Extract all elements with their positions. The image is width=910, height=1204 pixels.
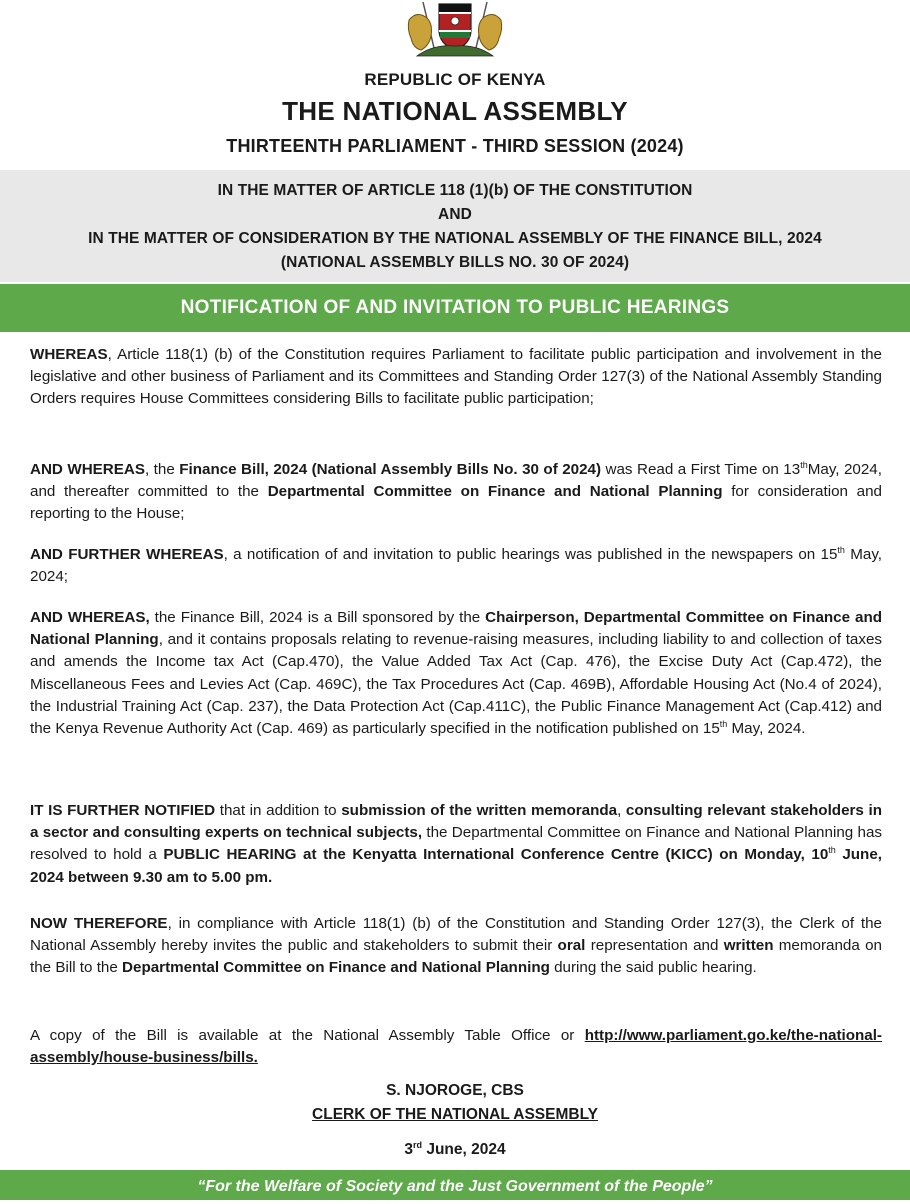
matter-line-article: IN THE MATTER OF ARTICLE 118 (1)(b) OF THE CONSTITUTION: [217, 182, 693, 199]
signatory-title: CLERK OF THE NATIONAL ASSEMBLY: [312, 1106, 598, 1123]
signatory-name: S. NJOROGE, CBS: [386, 1082, 524, 1099]
bills-link[interactable]: http://www.parliament.go.ke/the-national-assembly/house-business/bills.: [30, 1027, 882, 1067]
matter-line-bill: IN THE MATTER OF CONSIDERATION BY THE NATIONAL ASSEMBLY OF THE FINANCE BILL, 2024: [88, 230, 822, 247]
matter-box: [0, 170, 910, 282]
notification-banner: NOTIFICATION OF AND INVITATION TO PUBLIC HEARINGS: [0, 284, 910, 332]
paragraph-now-therefore: NOW THEREFORE, in compliance with Article 118(1) (b) of the Constitution and Standing Order 127(3), the Clerk of the National Assembly hereby invites the public and stakeholders to submit their oral representation and written memoranda on the Bill to the Departmental Committee on Finance and National Planning during the said public hearing.: [30, 915, 883, 977]
paragraph-and-whereas-sponsor: AND WHEREAS, the Finance Bill, 2024 is a Bill sponsored by the Chairperson, Departmental Committee on Finance and National Planning, and it contains proposals relating to revenue-raising measures, including liability to and collection of taxes and amends the Income tax Act (Cap.470), the Value Added Tax Act (Cap. 476), the Excise Duty Act (Cap.472), the Miscellaneous Fees and Levies Act (Cap. 469C), the Tax Procedures Act (Cap. 469B), Affordable Housing Act (No.4 of 2024), the Industrial Training Act (Cap. 237), the Data Protection Act (Cap.411C), the Public Finance Management Act (Cap.412) and the Kenya Revenue Authority Act (Cap. 469) as particularly specified in the notification published on 15th May, 2024.: [30, 609, 882, 738]
paragraph-further-notified: IT IS FURTHER NOTIFIED that in addition to submission of the written memoranda, consulting relevant stakeholders in a sector and consulting experts on technical subjects, the Departmental Committee on Finance and National Planning has resolved to hold a PUBLIC HEARING at the Kenyatta International Conference Centre (KICC) on Monday, 10th June, 2024 between 9.30 am to 5.00 pm.: [30, 802, 882, 886]
matter-line-bill-number: (NATIONAL ASSEMBLY BILLS NO. 30 OF 2024): [280, 254, 630, 271]
assembly-title: THE NATIONAL ASSEMBLY: [282, 96, 628, 126]
notice-date: 3rd June, 2024: [404, 1139, 506, 1158]
session-title: THIRTEENTH PARLIAMENT - THIRD SESSION (2024): [226, 136, 684, 156]
paragraph-and-whereas-first-reading: AND WHEREAS, the Finance Bill, 2024 (National Assembly Bills No. 30 of 2024) was Read a First Time on 13thMay, 2024, and thereafter committed to the Departmental Committee on Finance and National Planning for consideration and reporting to the House;: [30, 459, 883, 523]
paragraph-bill-copy: A copy of the Bill is available at the National Assembly Table Office or http://www.parliament.go.ke/the-national-assembly/house-business/bills.: [30, 1027, 882, 1067]
country-title: REPUBLIC OF KENYA: [364, 70, 546, 89]
paragraph-whereas: WHEREAS, Article 118(1) (b) of the Constitution requires Parliament to facilitate public participation and involvement in the legislative and other business of Parliament and its Committees and Standing Order 127(3) of the National Assembly Standing Orders requires House Committees considering Bills to facilitate public participation;: [30, 346, 882, 408]
footer-motto: “For the Welfare of Society and the Just Government of the People”: [0, 1170, 910, 1200]
coat-of-arms-icon: [403, 0, 507, 58]
paragraph-further-whereas: AND FURTHER WHEREAS, a notification of and invitation to public hearings was published in the newspapers on 15th May, 2024;: [30, 544, 883, 586]
matter-line-and: AND: [438, 206, 472, 223]
